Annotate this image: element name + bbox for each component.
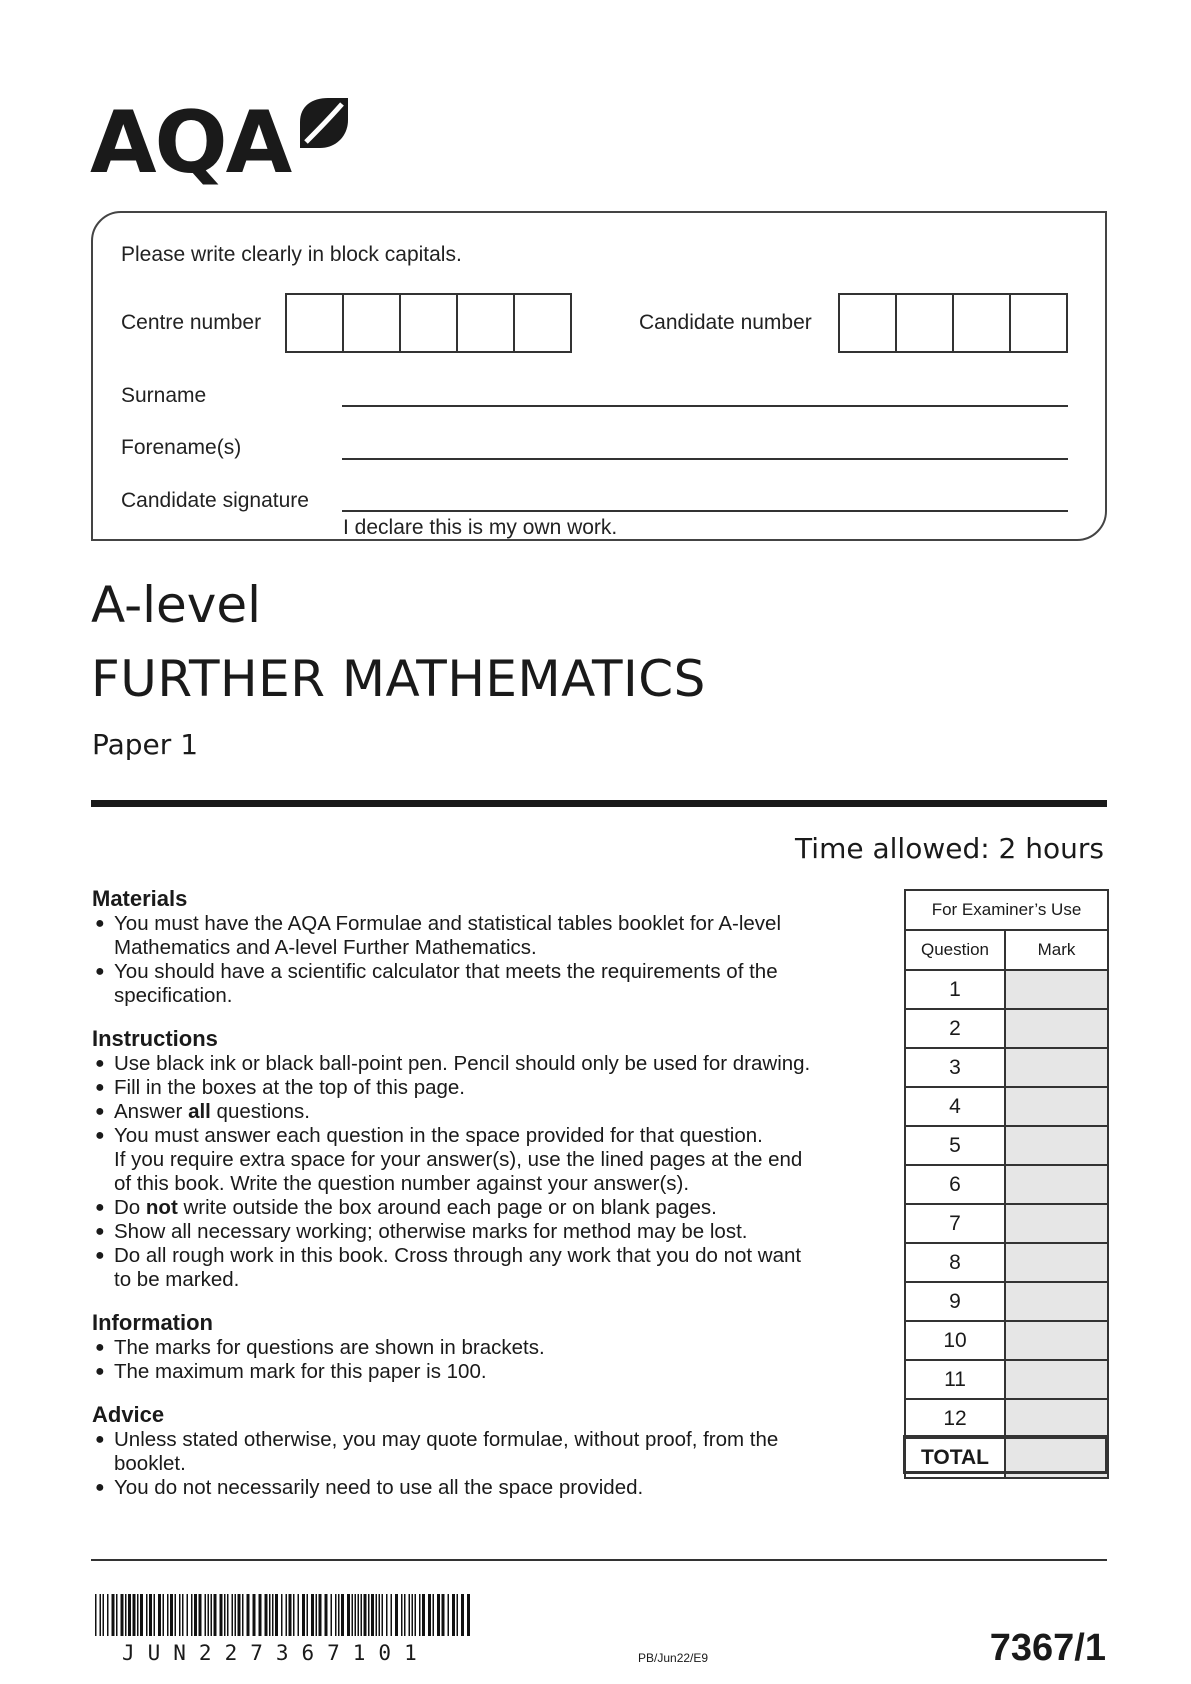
forenames-label: Forename(s): [121, 436, 242, 459]
barcode-bar: [428, 1594, 431, 1636]
barcode-bar: [107, 1594, 109, 1636]
barcode-bar: [247, 1594, 250, 1636]
barcode-bar: [335, 1594, 337, 1636]
table-row: [905, 1048, 1108, 1087]
table-row: [905, 1321, 1108, 1360]
information-section: [92, 1310, 892, 1384]
question-number: 10: [905, 1321, 1005, 1360]
mark-cell: [1005, 1087, 1108, 1126]
candidate-digit-box[interactable]: [1011, 295, 1066, 351]
barcode-bar: [232, 1594, 234, 1636]
paper-code: 7367/1: [989, 1627, 1106, 1669]
barcode-bar: [286, 1594, 288, 1636]
time-allowed: Time allowed: 2 hours: [795, 832, 1104, 865]
barcode-bar: [158, 1594, 161, 1636]
section-title: Materials: [92, 886, 188, 911]
table-row: [905, 1009, 1108, 1048]
mark-cell: [1005, 1321, 1108, 1360]
centre-digit-box[interactable]: [287, 295, 344, 351]
barcode-bar: [265, 1594, 268, 1636]
question-column-header: Question: [905, 930, 1005, 970]
barcode-bar: [95, 1594, 97, 1636]
barcode-bar: [275, 1594, 278, 1636]
barcode-bar: [281, 1594, 283, 1636]
section-title: Instructions: [92, 1026, 218, 1051]
question-number: 9: [905, 1282, 1005, 1321]
section-title: Advice: [92, 1402, 165, 1427]
centre-digit-box[interactable]: [344, 295, 401, 351]
question-number: 1: [905, 970, 1005, 1009]
barcode-bar: [352, 1594, 354, 1636]
list-item: ● Show all necessary working; otherwise marks for method may be lost.: [95, 1220, 748, 1243]
barcode-bar: [238, 1594, 241, 1636]
barcode-bar: [133, 1594, 136, 1636]
barcode-bar: [409, 1594, 411, 1636]
barcode-bar: [316, 1594, 318, 1636]
barcode-bar: [149, 1594, 152, 1636]
mark-cell: [1005, 1243, 1108, 1282]
barcode-bar: [137, 1594, 139, 1636]
list-item: ● Do all rough work in this book. Cross through any work that you do not want to be marked.: [95, 1244, 802, 1291]
total-row: [905, 1438, 1108, 1478]
list-item: ● Unless stated otherwise, you may quote formulae, without proof, from the booklet.: [95, 1428, 779, 1475]
barcode-bar: [100, 1594, 102, 1636]
barcode-bar: [382, 1594, 384, 1636]
list-item: ● Answer all questions.: [95, 1100, 311, 1123]
question-number: 12: [905, 1399, 1005, 1438]
mark-cell: [1005, 1048, 1108, 1087]
barcode-bar: [361, 1594, 363, 1636]
barcode-bar: [364, 1594, 367, 1636]
barcode-bar: [167, 1594, 169, 1636]
question-number: 11: [905, 1360, 1005, 1399]
barcode-bar: [419, 1594, 421, 1636]
barcode-bar: [448, 1594, 450, 1636]
list-item: ● The maximum mark for this paper is 100.: [95, 1360, 487, 1383]
question-number: 2: [905, 1009, 1005, 1048]
mark-cell: [1005, 1009, 1108, 1048]
paper-number: Paper 1: [92, 728, 199, 761]
barcode-bar: [325, 1594, 328, 1636]
barcode-bar: [379, 1594, 381, 1636]
list-item: ● You do not necessarily need to use all the space provided.: [95, 1476, 644, 1499]
barcode-bar: [433, 1594, 435, 1636]
examiner-use-table: [904, 889, 1109, 1479]
leaf-icon: [292, 92, 352, 152]
barcode-bar: [163, 1594, 165, 1636]
barcode-bar: [298, 1594, 300, 1636]
table-row: [905, 1087, 1108, 1126]
table-row: [905, 970, 1108, 1009]
barcode-bar: [269, 1594, 271, 1636]
barcode-bar: [302, 1594, 305, 1636]
barcode-bar: [116, 1594, 118, 1636]
barcode-bar: [191, 1594, 193, 1636]
candidate-digit-box[interactable]: [954, 295, 1011, 351]
mark-cell: [1005, 1282, 1108, 1321]
barcode-bar: [121, 1594, 124, 1636]
list-item: ● You must have the AQA Formulae and statistical tables booklet for A-level Mathematics and A-level Further Mathematics.: [95, 912, 782, 959]
barcode-bar: [220, 1594, 223, 1636]
barcode-bar: [338, 1594, 340, 1636]
barcode-bar: [412, 1594, 414, 1636]
barcode: [95, 1594, 475, 1636]
barcode-bar: [467, 1594, 470, 1636]
barcode-bar: [242, 1594, 244, 1636]
barcode-bar: [347, 1594, 350, 1636]
list-item: ● The marks for questions are shown in brackets.: [95, 1336, 545, 1359]
barcode-bar: [395, 1594, 398, 1636]
candidate-digit-box[interactable]: [897, 295, 954, 351]
table-row: [905, 1399, 1108, 1438]
table-row: [905, 1360, 1108, 1399]
barcode-bar: [422, 1594, 425, 1636]
list-item: ● You should have a scientific calculator that meets the requirements of the specification.: [95, 960, 778, 1007]
barcode-bar: [253, 1594, 256, 1636]
barcode-bar: [331, 1594, 333, 1636]
barcode-bar: [146, 1594, 148, 1636]
print-batch-code: PB/Jun22/E9: [638, 1651, 709, 1665]
exam-instructions: [92, 886, 892, 1518]
barcode-bar: [319, 1594, 322, 1636]
barcode-bar: [211, 1594, 213, 1636]
barcode-bar: [182, 1594, 184, 1636]
mark-cell: [1005, 1399, 1108, 1438]
signature-field[interactable]: [342, 510, 1068, 512]
instructions-section: [92, 1026, 892, 1292]
mark-cell: [1005, 970, 1108, 1009]
barcode-bar: [437, 1594, 440, 1636]
surname-label: Surname: [121, 384, 207, 407]
surname-field[interactable]: [342, 405, 1068, 407]
centre-digit-box[interactable]: [515, 295, 570, 351]
barcode-bar: [214, 1594, 217, 1636]
block-capitals-instruction: Please write clearly in block capitals.: [121, 243, 462, 266]
question-number: 6: [905, 1165, 1005, 1204]
barcode-bar: [415, 1594, 417, 1636]
mark-cell: [1005, 1165, 1108, 1204]
total-mark-cell: [1005, 1438, 1108, 1478]
total-label: TOTAL: [905, 1438, 1005, 1478]
table-row: [905, 1126, 1108, 1165]
question-number: 3: [905, 1048, 1005, 1087]
barcode-bar: [355, 1594, 357, 1636]
barcode-bar: [175, 1594, 177, 1636]
table-row: [905, 1243, 1108, 1282]
barcode-bar: [227, 1594, 229, 1636]
section-title: Information: [92, 1310, 213, 1335]
barcode-bar: [358, 1594, 360, 1636]
barcode-bar: [187, 1594, 189, 1636]
barcode-bar: [235, 1594, 237, 1636]
materials-section: [92, 886, 892, 1008]
barcode-bar: [452, 1594, 455, 1636]
barcode-bar: [170, 1594, 173, 1636]
barcode-bar: [368, 1594, 370, 1636]
forenames-field[interactable]: [342, 458, 1068, 460]
barcode-bar: [199, 1594, 202, 1636]
centre-digit-box[interactable]: [458, 295, 515, 351]
table-row: [905, 1204, 1108, 1243]
barcode-bar: [125, 1594, 127, 1636]
barcode-bar: [140, 1594, 143, 1636]
barcode-bar: [272, 1594, 274, 1636]
advice-section: [92, 1402, 892, 1500]
candidate-digit-box[interactable]: [840, 295, 897, 351]
barcode-bar: [128, 1594, 131, 1636]
qualification-level: A-level: [91, 576, 262, 634]
barcode-bar: [259, 1594, 262, 1636]
signature-label: Candidate signature: [121, 489, 309, 512]
table-row: [905, 1165, 1108, 1204]
barcode-bar: [391, 1594, 393, 1636]
candidate-number-label: Candidate number: [639, 311, 812, 334]
barcode-bar: [457, 1594, 459, 1636]
barcode-bar: [103, 1594, 105, 1636]
mark-cell: [1005, 1126, 1108, 1165]
table-row: [905, 1282, 1108, 1321]
footer-divider: [91, 1559, 1107, 1561]
barcode-bar: [205, 1594, 207, 1636]
barcode-bar: [371, 1594, 374, 1636]
list-item: ● Do not write outside the box around each page or on blank pages.: [95, 1196, 717, 1219]
barcode-bar: [442, 1594, 445, 1636]
list-item: ● You must answer each question in the space provided for that question. If you require extra space for your answer(s), use the lined pages at the end of this book. Write the question number against your answer(s).: [95, 1124, 803, 1195]
mark-cell: [1005, 1204, 1108, 1243]
examiner-table-header: For Examiner’s Use: [905, 890, 1108, 930]
barcode-bar: [179, 1594, 181, 1636]
barcode-bar: [289, 1594, 292, 1636]
list-item: ● Use black ink or black ball-point pen. Pencil should only be used for drawing.: [95, 1052, 811, 1075]
barcode-bar: [376, 1594, 378, 1636]
barcode-bar: [112, 1594, 115, 1636]
barcode-bar: [194, 1594, 197, 1636]
barcode-text: JUN227367101: [122, 1641, 430, 1665]
question-number: 8: [905, 1243, 1005, 1282]
barcode-bar: [154, 1594, 156, 1636]
subject-title: FURTHER MATHEMATICS: [91, 650, 706, 708]
barcode-bar: [224, 1594, 226, 1636]
barcode-bar: [293, 1594, 295, 1636]
centre-digit-box[interactable]: [401, 295, 458, 351]
title-divider: [91, 800, 1107, 807]
question-number: 5: [905, 1126, 1005, 1165]
question-number: 4: [905, 1087, 1005, 1126]
barcode-bar: [386, 1594, 388, 1636]
barcode-bar: [208, 1594, 210, 1636]
question-number: 7: [905, 1204, 1005, 1243]
barcode-bar: [311, 1594, 314, 1636]
aqa-logo-text: AQA: [90, 93, 291, 193]
barcode-bar: [404, 1594, 406, 1636]
list-item: ● Fill in the boxes at the top of this page.: [95, 1076, 465, 1099]
declaration-text: I declare this is my own work.: [343, 516, 618, 539]
barcode-bar: [401, 1594, 403, 1636]
centre-number-label: Centre number: [121, 311, 262, 334]
candidate-number-boxes[interactable]: [838, 293, 1068, 353]
barcode-bar: [307, 1594, 309, 1636]
mark-cell: [1005, 1360, 1108, 1399]
centre-number-boxes[interactable]: [285, 293, 572, 353]
barcode-bar: [341, 1594, 344, 1636]
mark-column-header: Mark: [1005, 930, 1108, 970]
barcode-bar: [461, 1594, 464, 1636]
